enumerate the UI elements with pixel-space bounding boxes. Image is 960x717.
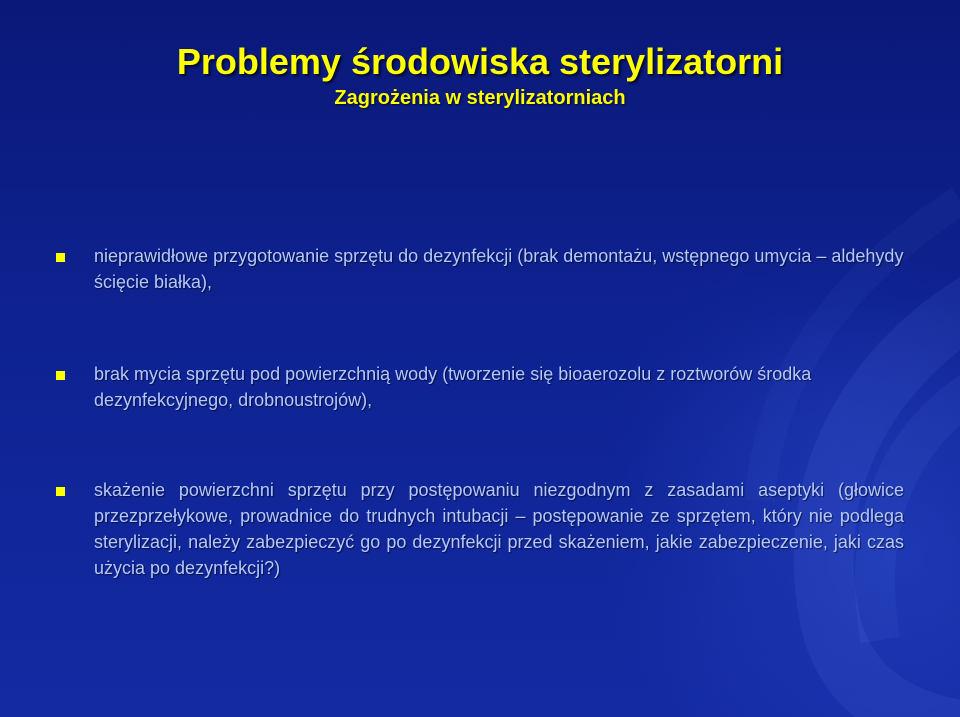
square-bullet-icon <box>56 487 65 496</box>
slide-subtitle: Zagrożenia w sterylizatorniach <box>334 87 626 109</box>
list-item <box>56 477 904 581</box>
square-bullet-icon <box>56 371 65 380</box>
bullet-text: nieprawidłowe przygotowanie sprzętu do dezynfekcji (brak demontażu, wstępnego umycia – aldehydy ścięcie białka), <box>94 246 904 292</box>
bullet-text: skażenie powierzchni sprzętu przy postępowaniu niezgodnym z zasadami aseptyki (głowice przezprzełykowe, prowadnice do trudnych intubacji – postępowanie ze sprzętem, który nie podlega sterylizacji, należy zabezpieczyć go po dezynfekcji przed skażeniem, jakie zabezpieczenie, jaki czas użycia po dezynfekcji?) <box>94 480 904 578</box>
list-item <box>56 243 904 295</box>
bullet-text: brak mycia sprzętu pod powierzchnią wody (tworzenie się bioaerozolu z roztworów środka dezynfekcyjnego, drobnoustrojów), <box>94 364 812 410</box>
square-bullet-icon <box>56 253 65 262</box>
slide-title: Problemy środowiska sterylizatorni <box>176 41 784 82</box>
list-item <box>56 361 904 413</box>
